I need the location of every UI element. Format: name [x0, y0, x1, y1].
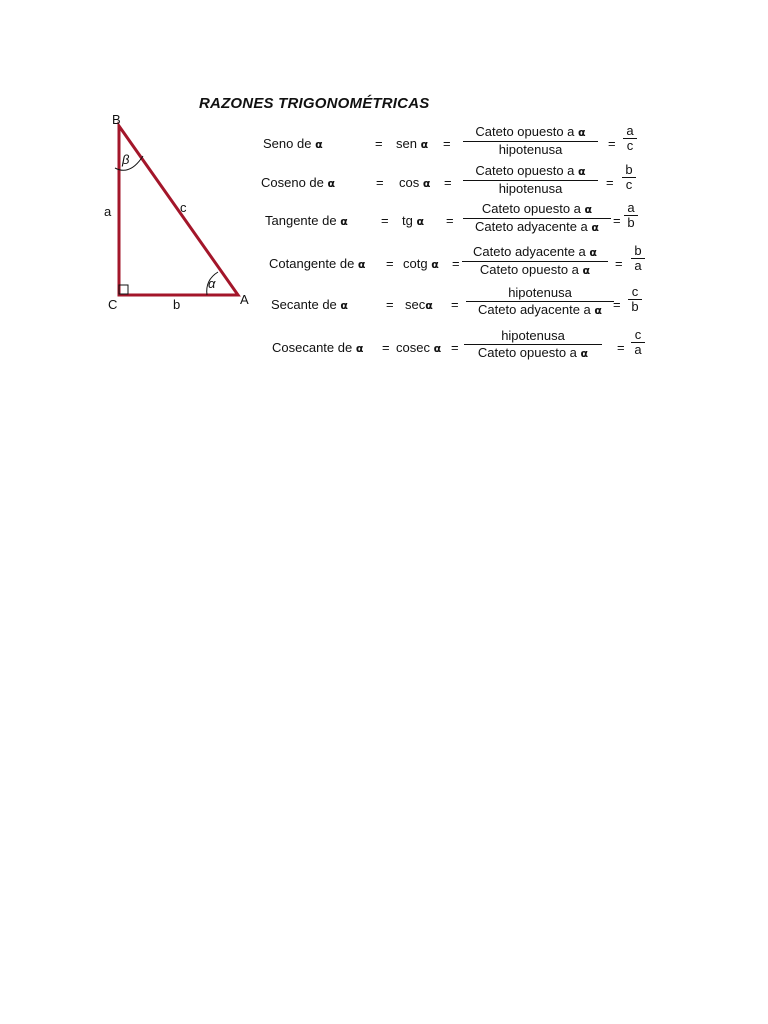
equals-sign: =	[446, 213, 454, 228]
side-numerator: b	[631, 244, 645, 259]
equals-sign: =	[451, 297, 459, 312]
side-fraction	[631, 244, 645, 273]
ratio-label: Secante de α	[271, 297, 348, 312]
ratio-function: sen α	[396, 136, 429, 151]
ratio-label: Cotangente de α	[269, 256, 366, 271]
ratio-label: Cosecante de α	[272, 340, 364, 355]
alpha-symbol: α	[582, 264, 591, 277]
angle-label-alpha: α	[208, 276, 216, 291]
alpha-symbol: α	[327, 177, 336, 190]
equals-sign: =	[444, 175, 452, 190]
alpha-symbol: α	[589, 246, 597, 259]
side-label-b: b	[173, 297, 181, 312]
fraction-numerator: Cateto opuesto a α	[463, 124, 598, 142]
ratio-label: Seno de α	[263, 136, 323, 151]
side-fraction	[623, 124, 637, 153]
ratio-function: cotg α	[403, 256, 439, 271]
ratio-function: cosec α	[396, 340, 442, 355]
equals-sign: =	[443, 136, 451, 151]
alpha-symbol: α	[584, 203, 593, 216]
side-numerator: a	[624, 201, 638, 216]
equals-sign: =	[617, 340, 625, 355]
vertex-label-c: C	[108, 297, 118, 312]
vertex-label-a: A	[240, 292, 249, 307]
alpha-symbol: α	[578, 165, 586, 178]
equals-sign: =	[452, 256, 460, 271]
equals-sign: =	[606, 175, 614, 190]
side-fraction	[631, 328, 645, 357]
side-denominator: c	[625, 177, 633, 192]
equals-sign: =	[382, 340, 390, 355]
equals-sign: =	[375, 136, 383, 151]
side-denominator: a	[634, 342, 642, 357]
alpha-symbol: α	[420, 138, 429, 151]
equals-sign: =	[608, 136, 616, 151]
ratio-row-coseno	[261, 163, 641, 203]
ratio-fraction	[463, 124, 598, 158]
fraction-numerator: hipotenusa	[466, 285, 614, 302]
ratio-row-cotangente	[269, 244, 649, 284]
side-fraction	[628, 285, 642, 314]
fraction-denominator: Cateto adyacente a α	[475, 219, 599, 234]
side-fraction	[624, 201, 638, 230]
alpha-symbol: α	[591, 221, 599, 234]
alpha-symbol: α	[578, 126, 586, 139]
equals-sign: =	[386, 297, 394, 312]
fraction-numerator: Cateto adyacente a α	[462, 244, 608, 262]
equals-sign: =	[386, 256, 394, 271]
page-title: RAZONES TRIGONOMÉTRICAS	[199, 95, 430, 112]
fraction-denominator: hipotenusa	[498, 181, 563, 196]
ratio-row-secante	[271, 285, 651, 325]
ratio-function: tg α	[402, 213, 425, 228]
fraction-denominator: hipotenusa	[498, 142, 563, 157]
side-label-c: c	[180, 200, 187, 215]
alpha-symbol: α	[357, 258, 366, 271]
vertex-label-b: B	[112, 112, 121, 127]
ratio-function: cos α	[399, 175, 431, 190]
triangle-shape	[119, 126, 238, 295]
angle-label-beta: β	[122, 152, 130, 167]
ratio-function: secα	[405, 297, 433, 312]
alpha-symbol: α	[340, 215, 348, 228]
side-fraction	[622, 163, 636, 192]
equals-sign: =	[613, 297, 621, 312]
equals-sign: =	[615, 256, 623, 271]
alpha-symbol: α	[580, 347, 589, 360]
equals-sign: =	[613, 213, 621, 228]
ratio-fraction	[462, 244, 608, 279]
equals-sign: =	[451, 340, 459, 355]
ratio-label: Tangente de α	[265, 213, 348, 228]
side-denominator: b	[631, 299, 639, 314]
side-numerator: a	[623, 124, 637, 139]
fraction-denominator: Cateto adyacente a α	[478, 302, 602, 317]
alpha-symbol: α	[422, 177, 431, 190]
alpha-symbol: α	[340, 299, 348, 312]
fraction-numerator: Cateto opuesto a α	[463, 201, 611, 219]
equals-sign: =	[381, 213, 389, 228]
side-denominator: a	[634, 258, 642, 273]
side-numerator: b	[622, 163, 636, 178]
side-denominator: b	[627, 215, 635, 230]
side-label-a: a	[104, 204, 112, 219]
side-denominator: c	[626, 138, 634, 153]
ratio-fraction	[463, 163, 598, 197]
alpha-symbol: α	[431, 258, 439, 271]
alpha-symbol: α	[416, 215, 425, 228]
ratio-fraction	[463, 201, 611, 236]
fraction-denominator: Cateto opuesto a α	[477, 345, 589, 360]
ratio-row-seno	[263, 124, 643, 164]
alpha-symbol: α	[425, 299, 433, 312]
alpha-symbol: α	[433, 342, 442, 355]
fraction-numerator: hipotenusa	[464, 328, 602, 345]
right-triangle-diagram	[100, 108, 260, 318]
equals-sign: =	[376, 175, 384, 190]
ratio-fraction	[464, 328, 602, 362]
fraction-numerator: Cateto opuesto a α	[463, 163, 598, 181]
side-numerator: c	[628, 285, 642, 300]
alpha-symbol: α	[315, 138, 323, 151]
fraction-denominator: Cateto opuesto a α	[479, 262, 591, 277]
alpha-symbol: α	[355, 342, 364, 355]
ratio-row-cosecante	[272, 328, 652, 368]
alpha-symbol: α	[594, 304, 602, 317]
side-numerator: c	[631, 328, 645, 343]
ratio-label: Coseno de α	[261, 175, 336, 190]
ratio-row-tangente	[265, 201, 645, 241]
ratio-fraction	[466, 285, 614, 319]
